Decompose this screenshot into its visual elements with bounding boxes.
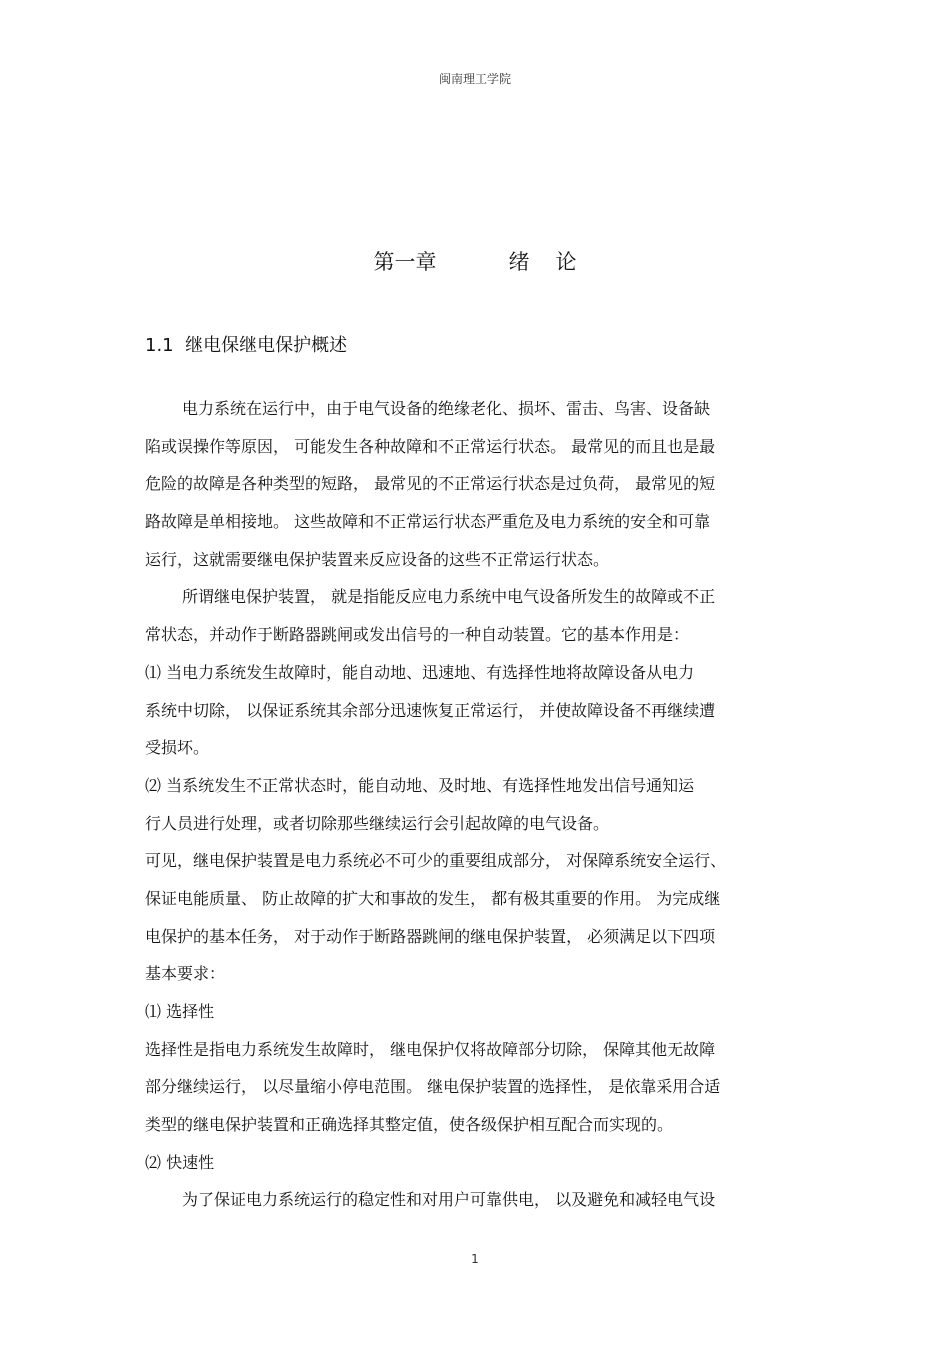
text-line: 类型的继电保护装置和正确选择其整定值，使各级保护相互配合而实现的。	[145, 1115, 674, 1135]
text-line: 为了保证电力系统运行的稳定性和对用户可靠供电， 以及避免和减轻电气设	[182, 1190, 716, 1210]
text-line: 基本要求：	[145, 964, 226, 984]
text-line: ⑵ 快速性	[145, 1152, 215, 1172]
section-heading	[145, 331, 347, 357]
chapter-title-char-1: 绪	[508, 250, 530, 274]
text-line: 部分继续运行， 以尽量缩小停电范围。 继电保护装置的选择性， 是依靠采用合适	[145, 1077, 721, 1097]
body-text	[145, 390, 810, 1219]
text-line: ⑵ 当系统发生不正常状态时，能自动地、及时地、有选择性地发出信号通知运	[145, 775, 695, 795]
text-line: ⑴ 当电力系统发生故障时，能自动地、迅速地、有选择性地将故障设备从电力	[145, 662, 695, 682]
text-line: 电保护的基本任务， 对于动作于断路器跳闸的继电保护装置， 必须满足以下四项	[145, 926, 716, 946]
text-line: 受损坏。	[145, 738, 210, 758]
page-header: 闽南理工学院	[438, 72, 511, 86]
text-line: 所谓继电保护装置， 就是指能反应电力系统中电气设备所发生的故障或不正	[182, 587, 716, 607]
chapter-title-char-2: 论	[555, 250, 577, 274]
text-line: 陷或误操作等原因， 可能发生各种故障和不正常运行状态。 最常见的而且也是最	[145, 436, 716, 456]
section-number: 1.1	[145, 335, 174, 356]
page-number: 1	[471, 1252, 479, 1266]
text-line: 可见，继电保护装置是电力系统必不可少的重要组成部分， 对保障系统安全运行、	[145, 851, 727, 871]
text-line: 保证电能质量、 防止故障的扩大和事故的发生， 都有极其重要的作用。 为完成继	[145, 888, 721, 908]
text-line: 危险的故障是各种类型的短路， 最常见的不正常运行状态是过负荷， 最常见的短	[145, 474, 716, 494]
text-line: 运行，这就需要继电保护装置来反应设备的这些不正常运行状态。	[145, 549, 610, 569]
chapter-title	[0, 246, 950, 276]
text-line: 行人员进行处理，或者切除那些继续运行会引起故障的电气设备。	[145, 813, 610, 833]
chapter-label: 第一章	[373, 250, 437, 274]
text-line: 常状态，并动作于断路器跳闸或发出信号的一种自动装置。它的基本作用是：	[145, 625, 690, 645]
text-line: 电力系统在运行中，由于电气设备的绝缘老化、损坏、雷击、鸟害、设备缺	[182, 399, 711, 418]
section-title: 继电保继电保护概述	[185, 335, 348, 356]
text-line: ⑴ 选择性	[145, 1002, 215, 1021]
text-line: 选择性是指电力系统发生故障时， 继电保护仅将故障部分切除， 保障其他无故障	[145, 1039, 716, 1059]
text-line: 路故障是单相接地。 这些故障和不正常运行状态严重危及电力系统的安全和可靠	[145, 512, 711, 532]
text-line: 系统中切除， 以保证系统其余部分迅速恢复正常运行， 并使故障设备不再继续遭	[145, 700, 716, 720]
